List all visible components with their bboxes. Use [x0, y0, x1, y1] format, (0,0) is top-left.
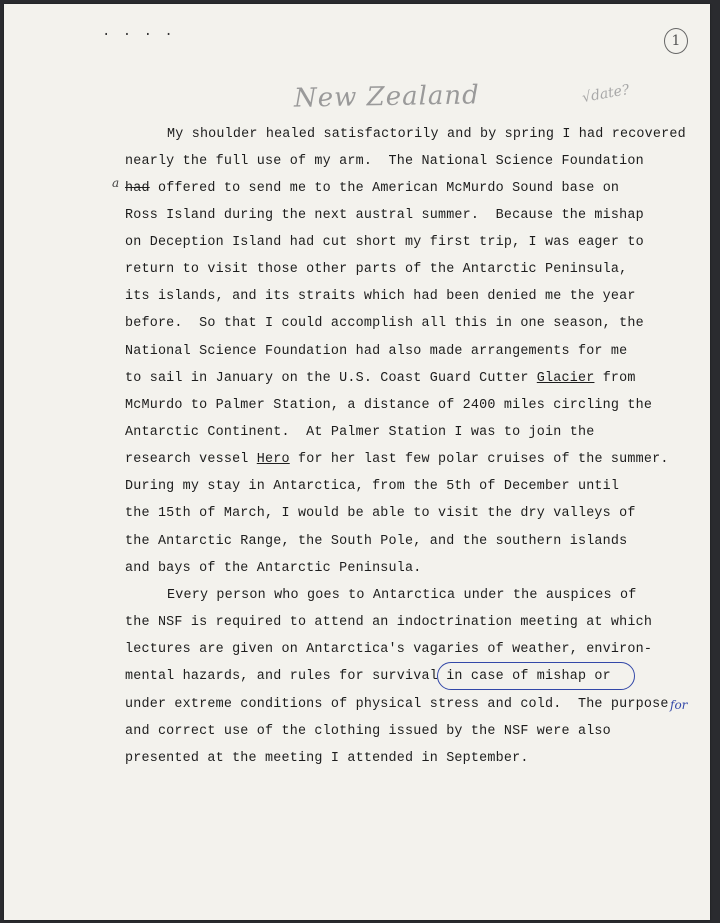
text-line: before. So that I could accomplish all this in one season, the	[125, 316, 644, 331]
handwritten-date-note: √date?	[580, 81, 631, 107]
text-segment: research vessel	[125, 452, 257, 467]
text-line: the Antarctic Range, the South Pole, and the southern islands	[125, 534, 628, 549]
handwritten-insert: a	[112, 176, 120, 190]
text-line: return to visit those other parts of the Antarctic Peninsula,	[125, 262, 628, 277]
text-line: National Science Foundation had also made arrangements for me	[125, 344, 628, 359]
struck-word: had	[125, 181, 150, 196]
text-line	[125, 371, 636, 386]
text-line: During my stay in Antarctica, from the 5th of December until	[125, 479, 620, 494]
text-segment: McMurdo Sound base on	[446, 181, 620, 196]
text-line: Ross Island during the next austral summer. Because the mishap	[125, 208, 644, 223]
handwritten-margin-note: for	[670, 698, 688, 712]
text-line: and correct use of the clothing issued by the NSF were also	[125, 724, 611, 739]
text-line: on Deception Island had cut short my first trip, I was eager to	[125, 235, 644, 250]
text-line: its islands, and its straits which had been denied me the year	[125, 289, 636, 304]
edit-circle-mark	[437, 662, 635, 690]
text-line	[125, 452, 669, 467]
handwritten-title: New Zealand	[293, 80, 481, 114]
ship-name: Glacier	[536, 371, 595, 386]
text-line: the NSF is required to attend an indoctrination meeting at which	[125, 615, 653, 630]
text-line: and bays of the Antarctic Peninsula.	[125, 561, 422, 576]
text-line: mental hazards, and rules for survival in case of mishap or	[125, 669, 611, 684]
text-segment: from	[594, 371, 636, 386]
text-line: lectures are given on Antarctica's vagaries of weather, environ-	[125, 642, 653, 657]
text-line: My shoulder healed satisfactorily and by spring I had recovered	[167, 127, 686, 142]
text-line: McMurdo to Palmer Station, a distance of 2400 miles circling the	[125, 398, 653, 413]
text-segment: to sail in January on the U.S. Coast Guard Cutter	[125, 371, 537, 386]
page-number: 1	[664, 28, 688, 54]
text-line: under extreme conditions of physical stress and cold. The purpose	[125, 697, 669, 712]
text-line	[125, 181, 619, 196]
text-segment: for her last few polar cruises of the summer.	[289, 452, 669, 467]
text-line: nearly the full use of my arm. The National Science Foundation	[125, 154, 644, 169]
text-line: Every person who goes to Antarctica under the auspices of	[167, 588, 637, 603]
text-line: the 15th of March, I would be able to visit the dry valleys of	[125, 506, 636, 521]
text-segment: offered to send me to the American	[149, 181, 447, 196]
typed-marks: . . . .	[102, 24, 175, 40]
text-line: Antarctic Continent. At Palmer Station I was to join the	[125, 425, 595, 440]
text-line: presented at the meeting I attended in September.	[125, 751, 529, 766]
ship-name: Hero	[256, 452, 290, 467]
